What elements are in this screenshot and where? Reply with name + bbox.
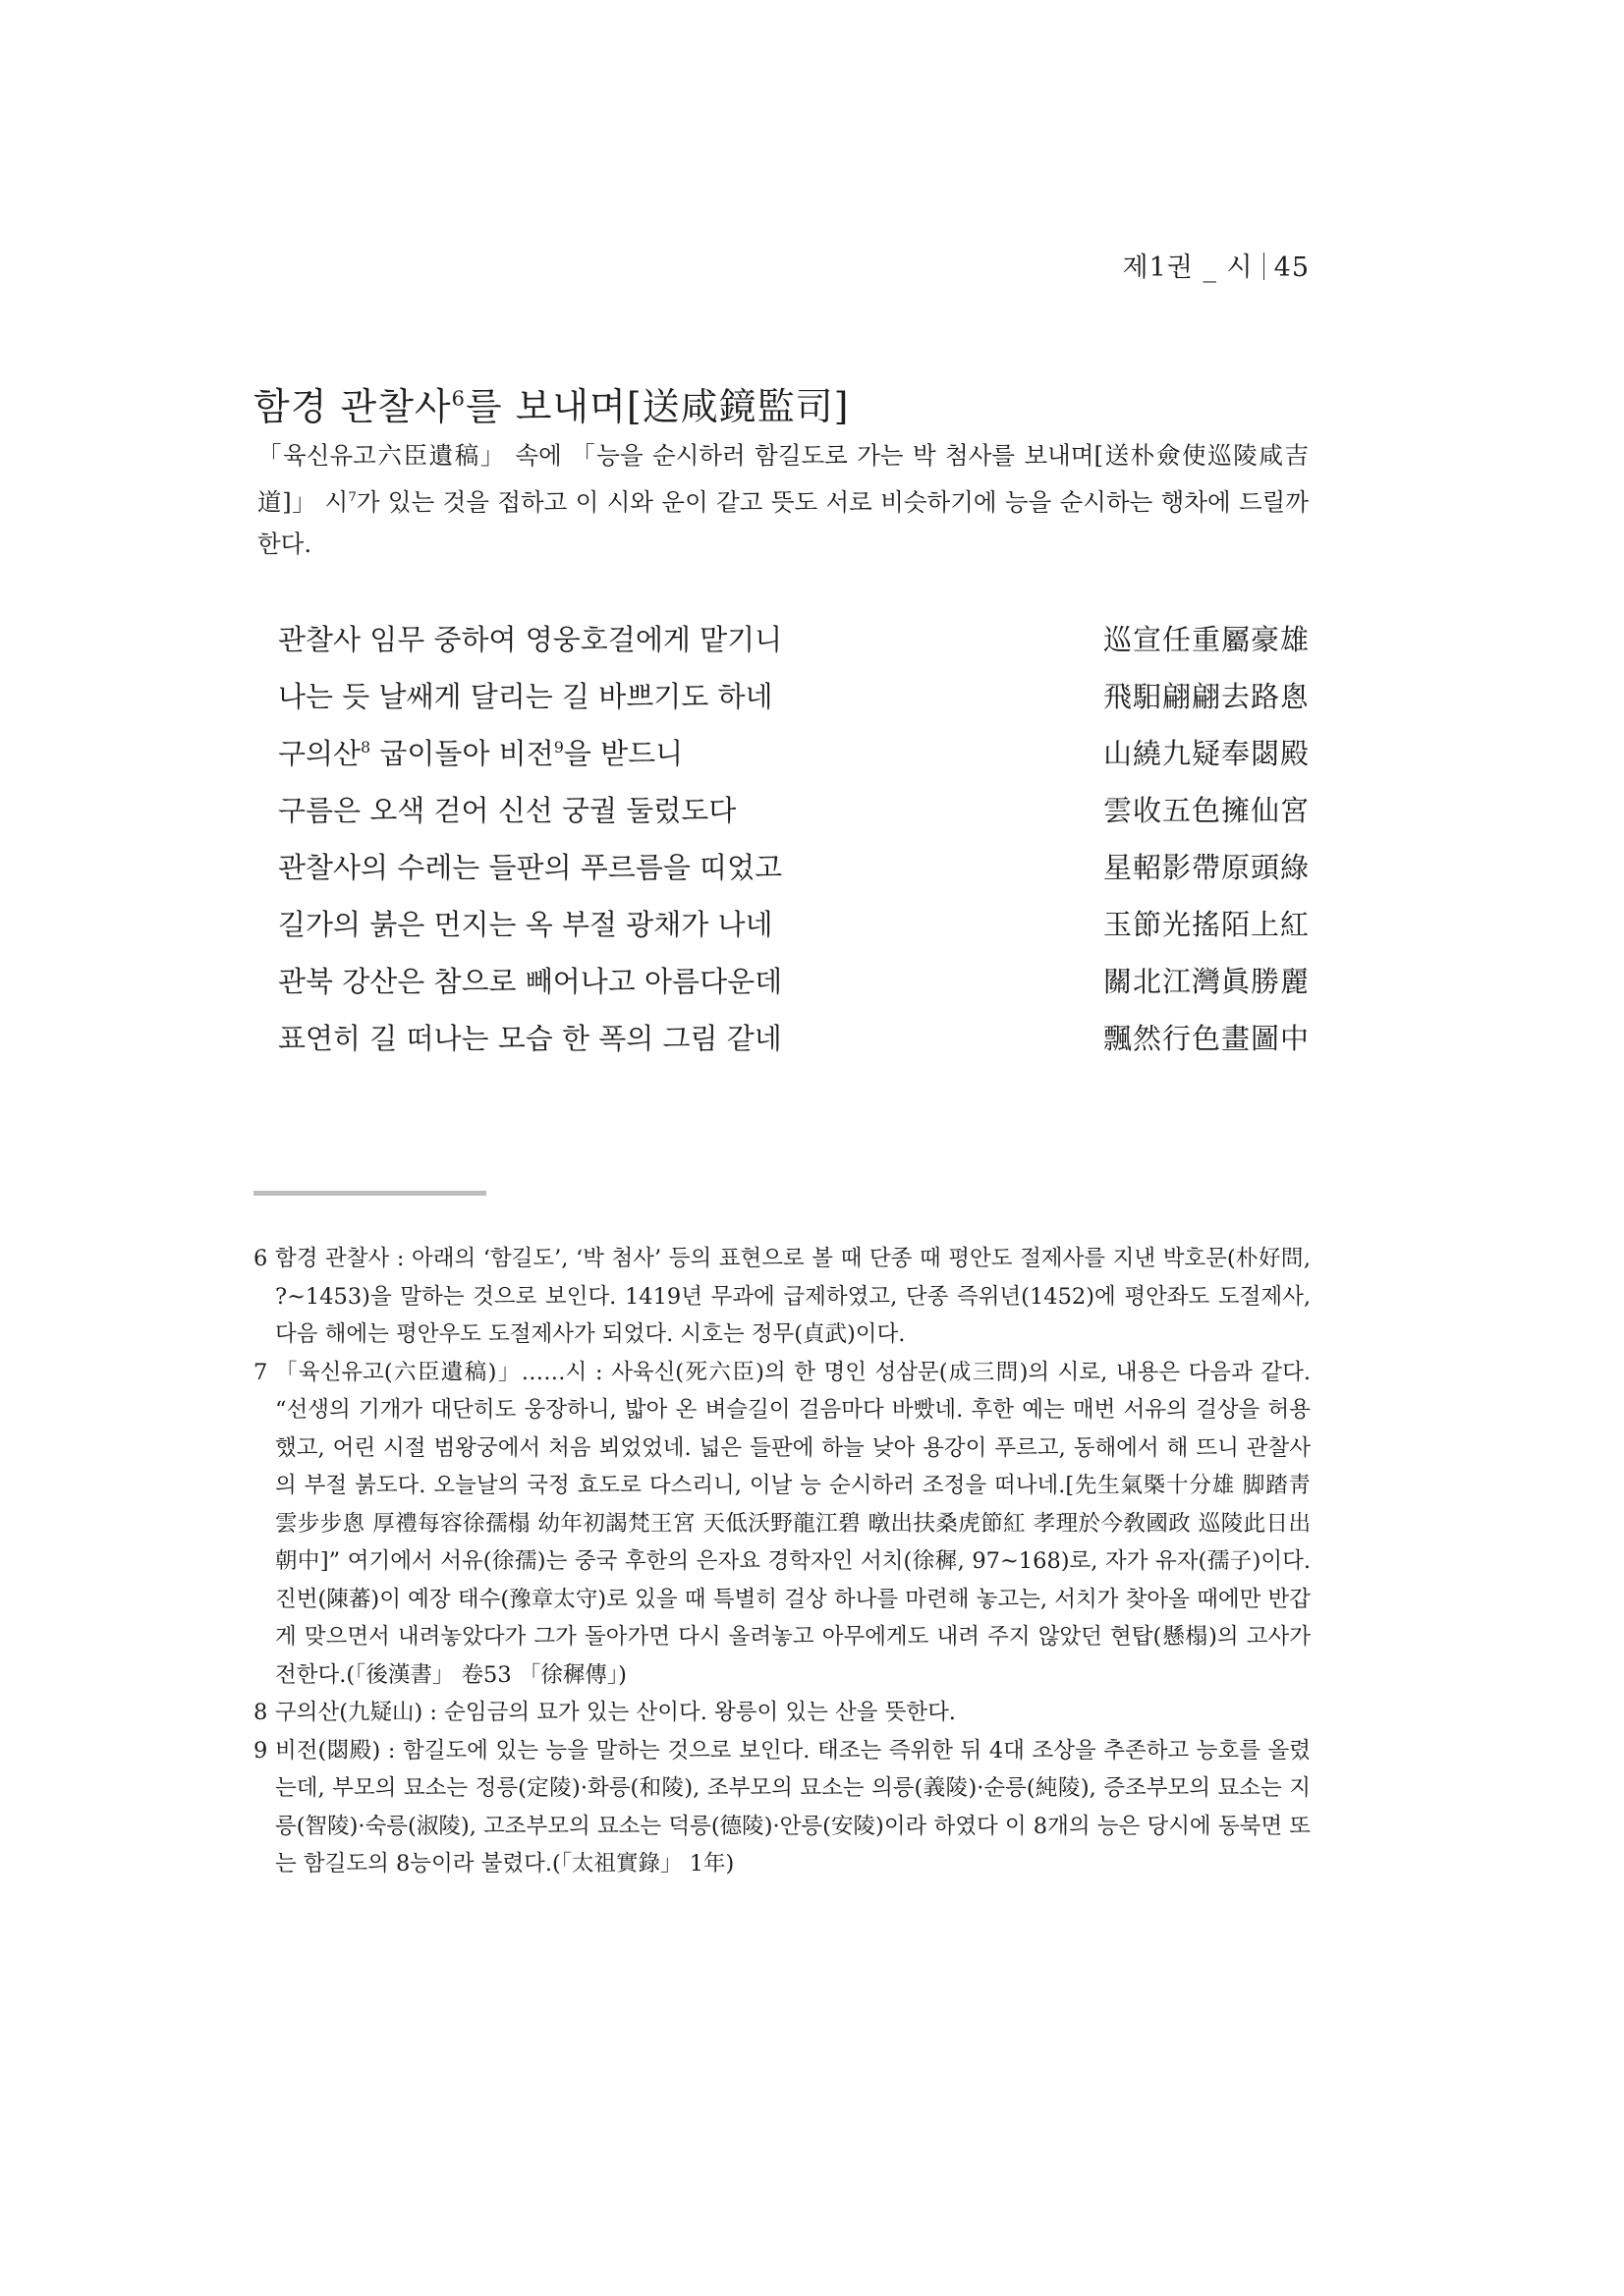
footnote-number: 8 <box>253 1700 268 1725</box>
footnote-text: 「육신유고(六臣遺稿)」……시 : 사육신(死六臣)의 한 명인 성삼문(成三問)의 시로, 내용은 다음과 같다. “선생의 기개가 대단히도 웅장하니, 밟아 온 벼슬길이 걸음마다 바빴네. 후한 예는 매번 서유의 걸상을 허용했고, 어린 시절 범왕궁에서 처음 뵈었었네. 넓은 들판에 하늘 낮아 용강이 푸르고, 동해에서 해 뜨니 관찰사의 부절 붉도다. 오늘날의 국정 효도로 다스리니, 이날 능 순시하러 조정을 떠나네.[先生氣槩十分雄 脚踏靑雲步步悤 厚禮每容徐孺榻 幼年初謁梵王宮 天低沃野龍江碧 暾出扶桑虎節紅 孝理於今敎國政 巡陵此日出朝中]” 여기에서 서유(徐孺)는 중국 후한의 은자요 경학자인 서치(徐穉, 97~168)로, 자가 유자(孺子)이다. 진번(陳蕃)이 예장 태수(豫章太守)로 있을 때 특별히 걸상 하나를 마련해 놓고는, 서치가 찾아올 때에만 반갑게 맞으면서 내려놓았다가 그가 돌아가면 다시 올려놓고 아무에게도 내려 주지 않았던 현탑(懸榻)의 고사가 전한다.(「後漢書」 卷53 「徐穉傳」) <box>275 1359 1311 1688</box>
poem-korean: 구름은 오색 걷어 신선 궁궐 둘렀도다 <box>278 793 737 827</box>
poem-hanja: 星軺影帶原頭綠 <box>1102 850 1310 884</box>
intro-part1: 「육신유고六臣遺稿」 속에 「능을 순시하러 함길도로 가는 박 첨사를 보내며[送朴僉使巡陵咸吉道]」 시 <box>257 441 1309 517</box>
footnote <box>253 1354 1311 1695</box>
page-number: 45 <box>1273 252 1310 283</box>
poem-korean: 나는 듯 날쌔게 달리는 길 바쁘기도 하네 <box>278 679 773 713</box>
footnote-number: 7 <box>253 1359 268 1385</box>
footnotes <box>253 1240 1311 1883</box>
poem-korean: 관북 강산은 참으로 빼어나고 아름다운데 <box>278 964 783 998</box>
footnote-text: 함경 관찰사 : 아래의 ‘함길도’, ‘박 첨사’ 등의 표현으로 볼 때 단종 때 평안도 절제사를 지낸 박호문(朴好問, ?~1453)을 말하는 것으로 보인다. 1419년 무과에 급제하였고, 단종 즉위년(1452)에 평안좌도 도절제사, 다음 해에는 평안우도 도절제사가 되었다. 시호는 정무(貞武)이다. <box>275 1246 1311 1347</box>
poem-note-ref[interactable]: 9 <box>553 737 564 756</box>
poem-korean: 길가의 붉은 먼지는 옥 부절 광채가 나네 <box>278 907 773 941</box>
poem-hanja: 飛馹翩翩去路悤 <box>1102 679 1310 713</box>
poem-line <box>278 666 1310 723</box>
poem-line <box>278 609 1310 666</box>
footnote <box>253 1240 1311 1354</box>
poem-line <box>278 1008 1310 1065</box>
running-header-part: 제1권 _ 시 <box>1122 252 1254 283</box>
poem-line <box>278 780 1310 837</box>
poem-korean: 관찰사의 수레는 들판의 푸르름을 띠었고 <box>278 850 783 884</box>
poem-korean-part: 을 받드니 <box>563 736 684 770</box>
poem-line <box>278 894 1310 951</box>
poem-hanja: 飄然行色畫圖中 <box>1102 1021 1310 1055</box>
header-separator <box>1263 252 1264 280</box>
footnote-text: 구의산(九疑山) : 순임금의 묘가 있는 산이다. 왕릉이 있는 산을 뜻한다. <box>275 1700 956 1725</box>
poem-hanja: 山繞九疑奉閟殿 <box>1102 736 1310 770</box>
poem-korean-part: 구의산 <box>278 736 362 770</box>
footnote <box>253 1694 1311 1732</box>
poem-line <box>278 951 1310 1008</box>
title-main: 함경 관찰사 <box>253 385 452 428</box>
intro-paragraph <box>257 434 1309 565</box>
poem-note-ref[interactable]: 8 <box>361 737 371 756</box>
poem-hanja: 雲收五色擁仙宮 <box>1102 793 1310 827</box>
running-header <box>1123 246 1310 284</box>
poem-korean: 관찰사 임무 중하여 영웅호걸에게 맡기니 <box>278 622 783 656</box>
poem-hanja: 玉節光搖陌上紅 <box>1102 907 1310 941</box>
poem-hanja: 巡宣任重屬豪雄 <box>1102 622 1310 656</box>
page-title <box>253 376 849 430</box>
intro-note-ref[interactable]: 7 <box>348 489 357 505</box>
poem-korean-part: 굽이돌아 비전 <box>370 736 554 770</box>
footnote <box>253 1732 1311 1883</box>
title-note-ref[interactable]: 6 <box>451 386 466 411</box>
poem-line <box>278 723 1310 780</box>
footnote-number: 6 <box>253 1246 268 1271</box>
poem-line <box>278 837 1310 894</box>
footnote-divider <box>253 1191 486 1196</box>
title-rest: 를 보내며[送咸鏡監司] <box>465 385 850 428</box>
poem-hanja: 關北江灣眞勝麗 <box>1102 964 1310 998</box>
footnote-number: 9 <box>253 1737 268 1764</box>
poem <box>278 609 1310 1065</box>
footnote-text: 비전(閟殿) : 함길도에 있는 능을 말하는 것으로 보인다. 태조는 즉위한 뒤 4대 조상을 추존하고 능호를 올렸는데, 부모의 묘소는 정릉(定陵)·화릉(和陵), 조부모의 묘소는 의릉(義陵)·순릉(純陵), 증조부모의 묘소는 지릉(智陵)·숙릉(淑陵), 고조부모의 묘소는 덕릉(德陵)·안릉(安陵)이라 하였다 이 8개의 능은 당시에 동북면 또는 함길도의 8능이라 불렸다.(「太祖實錄」 1年) <box>275 1737 1311 1876</box>
intro-part2: 가 있는 것을 접하고 이 시와 운이 같고 뜻도 서로 비슷하기에 능을 순시하는 행차에 드릴까 한다. <box>257 487 1310 559</box>
poem-korean <box>278 732 683 772</box>
poem-korean: 표연히 길 떠나는 모습 한 폭의 그림 같네 <box>278 1021 782 1055</box>
